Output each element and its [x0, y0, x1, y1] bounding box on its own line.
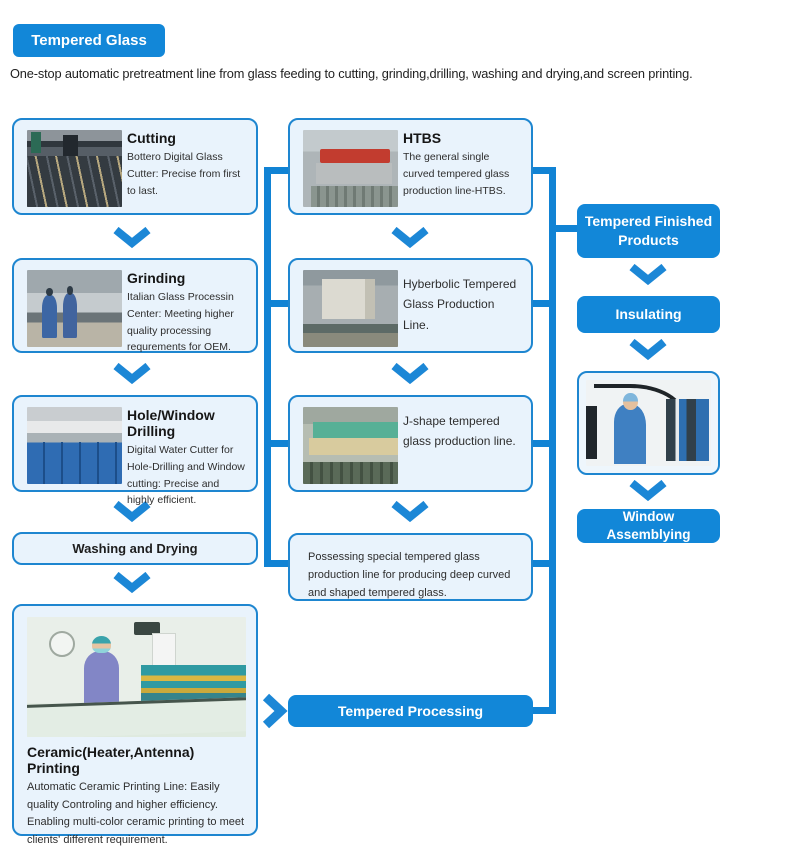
tempered-processing-label: Tempered Processing — [337, 702, 484, 719]
htbs-title: HTBS — [403, 130, 442, 146]
worker-figure — [614, 404, 647, 464]
window-assembling-label: Window Assemblying — [606, 508, 691, 542]
grinding-box — [12, 258, 258, 353]
drilling-box — [12, 395, 258, 507]
arrow-down-icon — [112, 363, 152, 385]
washing-drying-box — [12, 532, 258, 565]
hyperbolic-photo — [303, 270, 398, 347]
tempered-finished-products-label: Tempered Finished Products — [584, 213, 713, 248]
cutting-body: Bottero Digital Glass Cutter: Precise from first to last. — [127, 151, 241, 197]
cutting-photo — [27, 130, 122, 207]
cutting-title: Cutting — [127, 130, 176, 146]
connector-stub — [533, 300, 556, 307]
ceramic-body-2: Enabling multi-color ceramic printing to meet clients' different requirement. — [27, 816, 245, 846]
operator-figure — [84, 651, 119, 709]
special-tempered-box — [288, 533, 533, 601]
cutting-box — [12, 118, 258, 215]
hyperbolic-body: Hyberbolic Tempered Glass Production Line. — [403, 277, 517, 332]
htbs-photo — [303, 130, 398, 207]
assembly-rig — [666, 399, 709, 461]
drilling-photo — [27, 407, 122, 484]
tempered-finished-products-node — [577, 204, 720, 258]
assembling-photo — [586, 380, 711, 466]
hyperbolic-box — [288, 258, 533, 353]
page-title-badge: Tempered Glass — [13, 24, 165, 57]
arrow-right-icon — [262, 693, 288, 729]
ceramic-body-1: Automatic Ceramic Printing Line: Easily quality Controling and higher efficiency. — [27, 781, 220, 811]
page-subtitle: One-stop automatic pretreatment line from glass feeding to cutting, grinding,drilling, washing and drying,and screen printing. — [10, 66, 693, 81]
arrow-down-icon — [628, 480, 668, 502]
arrow-down-icon — [390, 501, 430, 523]
jshape-photo — [303, 407, 398, 484]
arrow-down-icon — [112, 572, 152, 594]
worker-figure — [42, 295, 57, 338]
arrow-down-icon — [628, 264, 668, 286]
htbs-body: The general single curved tempered glass production line-HTBS. — [403, 151, 510, 197]
arrow-down-icon — [112, 227, 152, 249]
glass-table — [27, 697, 246, 737]
arrow-down-icon — [390, 227, 430, 249]
assembling-image-box — [577, 371, 720, 475]
ceramic-title: Ceramic(Heater,Antenna) Printing — [27, 744, 195, 776]
roller-conveyor — [311, 186, 398, 207]
connector-stub — [549, 225, 577, 232]
washing-drying-label: Washing and Drying — [72, 541, 198, 556]
drilling-title: Hole/Window Drilling — [127, 407, 215, 439]
machine-frame — [586, 406, 597, 459]
connector-stub — [264, 440, 288, 447]
connector-stub — [264, 167, 288, 174]
drilling-body: Digital Water Cutter for Hole-Drilling and Window cutting: Precise and highly efficient. — [127, 444, 245, 507]
arrow-down-icon — [628, 339, 668, 361]
cutter-head — [63, 135, 78, 156]
connector-stub — [533, 560, 556, 567]
insulating-label: Insulating — [615, 306, 682, 323]
operator-arm — [97, 677, 106, 683]
window-assembling-node — [577, 509, 720, 543]
grinding-photo — [27, 270, 122, 347]
jshape-box — [288, 395, 533, 492]
connector-stub — [533, 440, 556, 447]
grinding-body: Italian Glass Processin Center: Meeting higher quality processing requrements for OEM. — [127, 291, 234, 354]
worker-figure — [63, 293, 77, 338]
arrow-down-icon — [390, 363, 430, 385]
special-tempered-body: Possessing special tempered glass production line for producing deep curved and shaped tempered glass. — [308, 551, 511, 600]
wall-clock — [49, 631, 75, 657]
tempered-processing-node — [288, 695, 533, 727]
connector-left-bus — [264, 167, 271, 567]
connector-stub — [264, 560, 288, 567]
htbs-box — [288, 118, 533, 215]
ceramic-printing-box — [12, 604, 258, 846]
connector-stub — [533, 707, 556, 714]
jshape-body: J-shape tempered glass production line. — [403, 414, 516, 449]
connector-stub — [264, 300, 288, 307]
grinding-title: Grinding — [127, 270, 186, 286]
insulating-node — [577, 296, 720, 333]
ceramic-printing-photo — [27, 617, 246, 737]
connector-stub — [533, 167, 556, 174]
roller-conveyor — [303, 462, 398, 484]
